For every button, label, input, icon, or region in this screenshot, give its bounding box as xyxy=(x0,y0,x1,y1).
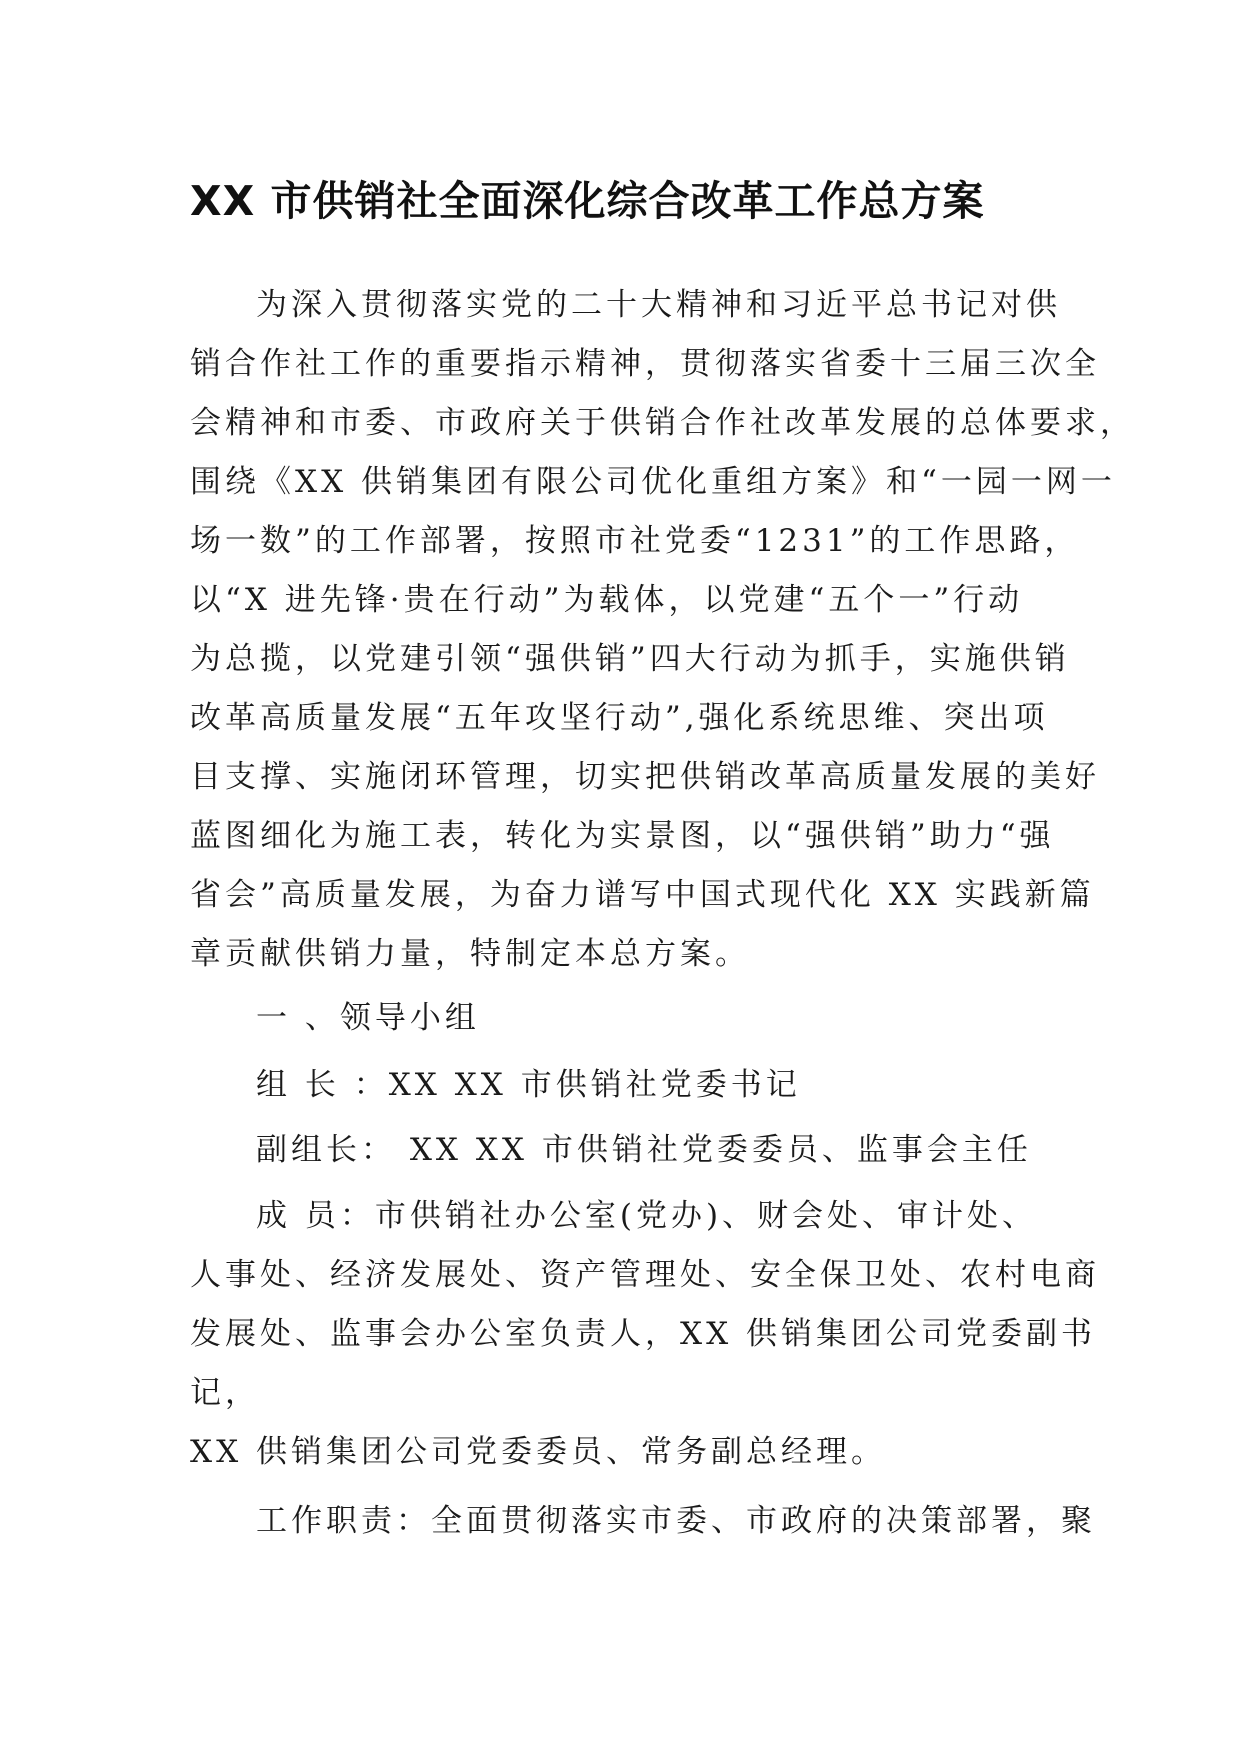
section-heading-text: 一 、领导小组 xyxy=(256,1000,480,1036)
paragraph-line: 以“X 进先锋·贵在行动”为载体，以党建“五个一”行动 xyxy=(190,582,1024,618)
duty-entry xyxy=(190,1492,1096,1551)
members-line: 记， xyxy=(190,1375,260,1411)
paragraph-line: 目支撑、实施闭环管理，切实把供销改革高质量发展的美好 xyxy=(190,759,1100,795)
paragraph-line: 会精神和市委、市政府关于供销合作社改革发展的总体要求， xyxy=(190,405,1135,441)
members-entry xyxy=(190,1187,1100,1482)
deputy-line: 副组长： XX XX 市供销社党委委员、监事会主任 xyxy=(256,1132,1032,1168)
leader-line: 组 长 ：XX XX 市供销社党委书记 xyxy=(256,1067,801,1103)
paragraph-line: 为深入贯彻落实党的二十大精神和习近平总书记对供 xyxy=(256,287,1061,323)
paragraph-line: 围绕《XX 供销集团有限公司优化重组方案》和“一园一网一 xyxy=(190,464,1116,500)
duty-line: 工作职责：全面贯彻落实市委、市政府的决策部署，聚 xyxy=(256,1503,1096,1539)
section-heading xyxy=(190,989,1050,1048)
paragraph-line: 蓝图细化为施工表，转化为实景图，以“强供销”助力“强 xyxy=(190,818,1055,854)
members-line: 发展处、监事会办公室负责人，XX 供销集团公司党委副书 xyxy=(190,1316,1096,1352)
intro-paragraph xyxy=(190,276,1135,984)
leader-entry xyxy=(190,1056,1050,1115)
paragraph-line: 为总揽，以党建引领“强供销”四大行动为抓手，实施供销 xyxy=(190,641,1070,677)
members-line: 人事处、经济发展处、资产管理处、安全保卫处、农村电商 xyxy=(190,1257,1100,1293)
deputy-entry xyxy=(190,1121,1050,1180)
paragraph-line: 省会”高质量发展，为奋力谱写中国式现代化 XX 实践新篇 xyxy=(190,877,1095,913)
paragraph-line: 销合作社工作的重要指示精神，贯彻落实省委十三届三次全 xyxy=(190,346,1100,382)
paragraph-line: 章贡献供销力量，特制定本总方案。 xyxy=(190,936,750,972)
document-title: XX 市供销社全面深化综合改革工作总方案 xyxy=(190,177,985,225)
paragraph-line: 场一数”的工作部署，按照市社党委“1231”的工作思路， xyxy=(190,523,1080,559)
paragraph-line: 改革高质量发展“五年攻坚行动”,强化系统思维、突出项 xyxy=(190,700,1049,736)
members-line: XX 供销集团公司党委委员、常务副总经理。 xyxy=(190,1434,886,1470)
members-line: 成 员：市供销社办公室(党办)、财会处、审计处、 xyxy=(256,1198,1038,1234)
